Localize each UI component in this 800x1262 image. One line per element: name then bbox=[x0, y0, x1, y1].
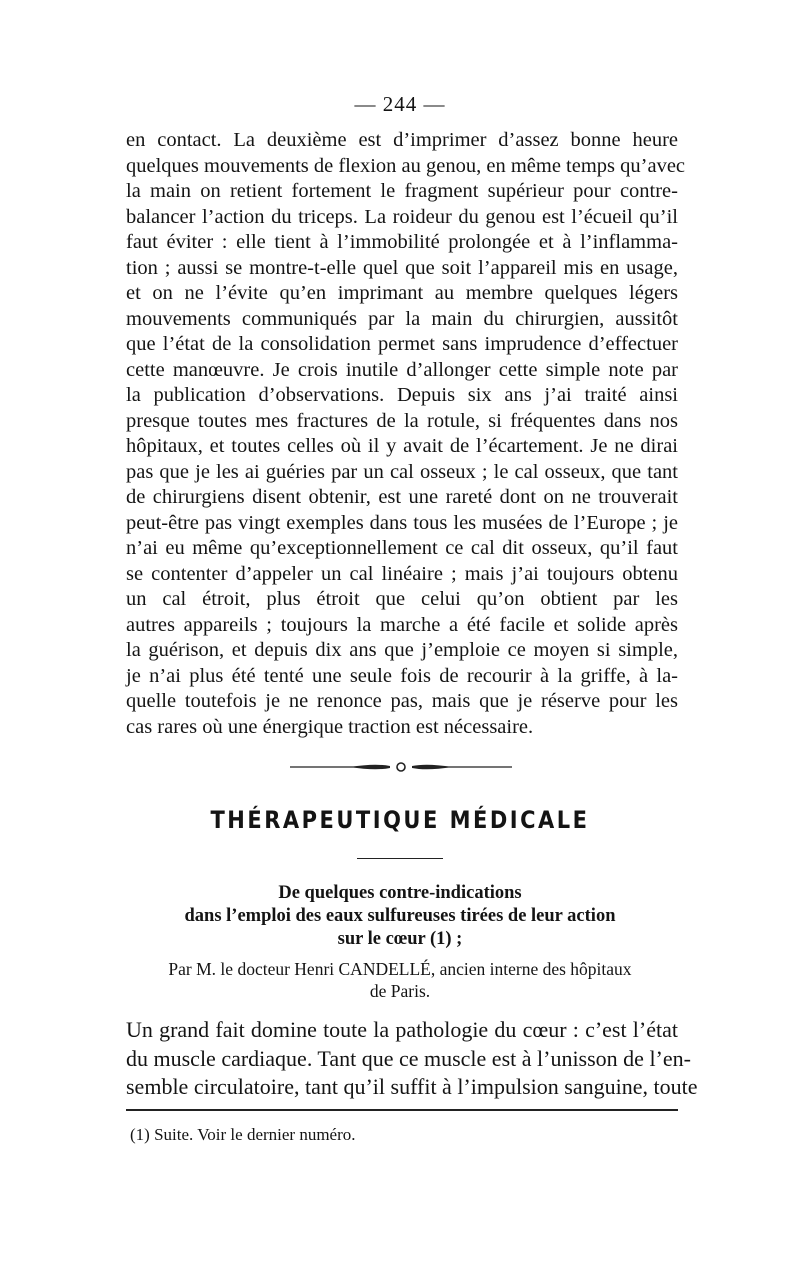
text-line: quelques mouvements de flexion au genou, en même temps qu’avec bbox=[126, 154, 686, 177]
footnote: (1) Suite. Voir le dernier numéro. bbox=[130, 1125, 356, 1144]
text-line: que l’état de la consolidation permet sans imprudence d’effectuer bbox=[126, 333, 678, 355]
text-line: mouvements communiqués par la main du chirurgien, aussitôt bbox=[126, 307, 678, 330]
text-line: de chirurgiens disent obtenir, est une rareté dont on ne trouverait bbox=[126, 486, 678, 508]
text-line: cas rares où une énergique traction est nécessaire. bbox=[126, 715, 534, 738]
text-line: en contact. La deuxième est d’imprimer d’assez bonne heure bbox=[126, 129, 678, 151]
text-line: quelle toutefois je ne renonce pas, mais que je réserve pour les bbox=[126, 690, 678, 712]
author-line: de Paris. bbox=[369, 981, 431, 1001]
footnote-rule bbox=[126, 1109, 678, 1111]
text-line: presque toutes mes fractures de la rotule, si fréquentes dans nos bbox=[126, 409, 678, 432]
author-line: Par M. le docteur Henri CANDELLÉ, ancien interne des hôpitaux bbox=[168, 959, 632, 979]
text-line: la main on retient fortement le fragment supérieur pour contre- bbox=[126, 180, 678, 202]
text-line: cette manœuvre. Je crois inutile d’allonger cette simple note par bbox=[126, 358, 678, 381]
text-line: la publication d’observations. Depuis six ans j’ai traité ainsi bbox=[126, 384, 678, 406]
text-line: hôpitaux, et toutes celles où il y avait de l’écartement. Je ne dirai bbox=[126, 435, 678, 457]
article-title-line: sur le cœur (1) ; bbox=[337, 929, 463, 949]
text-line: la guérison, et depuis dix ans que j’emploie ce moyen si simple, bbox=[126, 639, 678, 661]
text-line: pas que je les ai guéries par un cal osseux ; le cal osseux, que tant bbox=[126, 460, 678, 483]
heading-rule bbox=[357, 858, 443, 859]
text-line: un cal étroit, plus étroit que celui qu’on obtient par les bbox=[126, 588, 678, 610]
body-text bbox=[126, 128, 686, 740]
text-line: je n’ai plus été tenté une seule fois de recourir à la griffe, à la- bbox=[126, 664, 678, 687]
article-body bbox=[126, 1016, 698, 1102]
article-author bbox=[120, 958, 680, 1002]
article-title-line: dans l’emploi des eaux sulfureuses tirées de leur action bbox=[184, 906, 616, 926]
article-title bbox=[120, 882, 680, 951]
article-text-line: Un grand fait domine toute la pathologie du cœur : c’est l’état bbox=[126, 1017, 678, 1042]
text-line: et on ne l’évite qu’en imprimant au membre quelques légers bbox=[126, 282, 678, 304]
article-text-line: semble circulatoire, tant qu’il suffit à l’impulsion sanguine, toute bbox=[126, 1074, 698, 1099]
text-line: n’ai eu même qu’exceptionnellement ce cal dit osseux, qu’il faut bbox=[126, 537, 678, 559]
section-heading: THÉRAPEUTIQUE MÉDICALE bbox=[210, 806, 590, 834]
text-line: autres appareils ; toujours la marche a été facile et solide après bbox=[126, 613, 678, 636]
text-line: tion ; aussi se montre-t-elle quel que soit l’appareil mis en usage, bbox=[126, 256, 678, 279]
page-number: — 244 — bbox=[354, 92, 446, 116]
section-divider-ornament bbox=[290, 760, 512, 774]
text-line: se contenter d’appeler un cal linéaire ; mais j’ai toujours obtenu bbox=[126, 562, 678, 585]
article-text-line: du muscle cardiaque. Tant que ce muscle est à l’unisson de l’en- bbox=[126, 1045, 691, 1071]
text-line: peut-être pas vingt exemples dans tous les musées de l’Europe ; je bbox=[126, 511, 678, 534]
text-line: balancer l’action du triceps. La roideur du genou est l’écueil qu’il bbox=[126, 205, 678, 228]
text-line: faut éviter : elle tient à l’immobilité prolongée et à l’inflamma- bbox=[126, 231, 678, 253]
article-title-line: De quelques contre-indications bbox=[278, 883, 522, 903]
